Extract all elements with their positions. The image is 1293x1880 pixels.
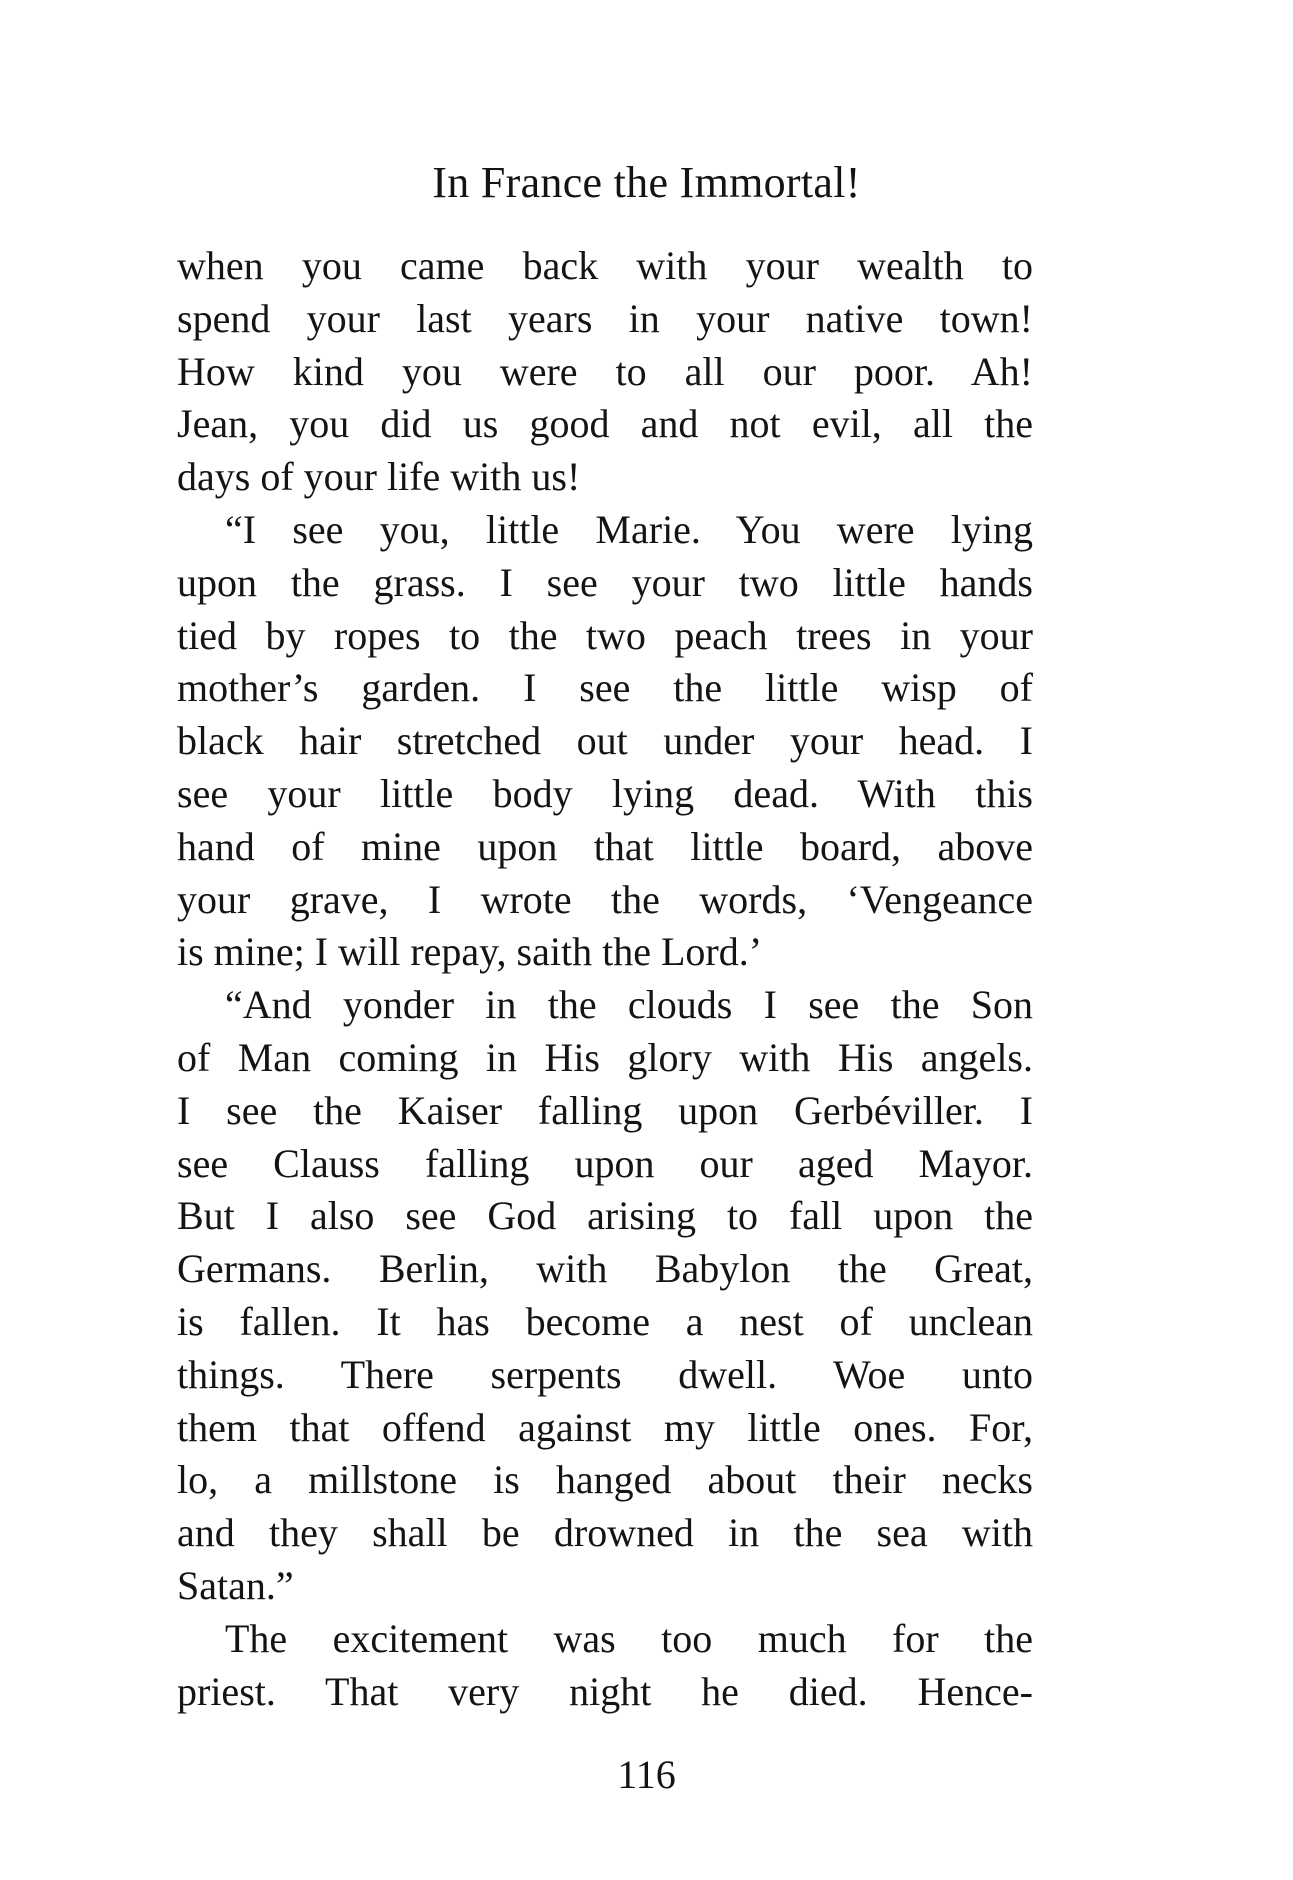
text-line: see Clauss falling upon our aged Mayor. <box>177 1140 1033 1186</box>
body-text <box>177 240 1033 1718</box>
text-line: Germans. Berlin, with Babylon the Great, <box>177 1246 1033 1292</box>
text-line: lo, a millstone is hanged about their necks <box>177 1457 1033 1503</box>
text-line: days of your life with us! <box>177 454 581 500</box>
text-line: How kind you were to all our poor. Ah! <box>177 348 1033 394</box>
text-line: is fallen. It has become a nest of unclean <box>177 1298 1033 1344</box>
text-line: Satan.” <box>177 1562 294 1608</box>
text-line: spend your last years in your native town! <box>177 295 1033 341</box>
text-line: Jean, you did us good and not evil, all the <box>177 401 1033 447</box>
text-line: when you came back with your wealth to <box>177 243 1033 288</box>
text-line: “And yonder in the clouds I see the Son <box>225 982 1033 1028</box>
text-line: your grave, I wrote the words, ‘Vengeance <box>177 876 1033 922</box>
text-line: upon the grass. I see your two little hands <box>177 559 1033 605</box>
text-line: is mine; I will repay, saith the Lord.’ <box>177 929 763 975</box>
text-line: mother’s garden. I see the little wisp of <box>177 665 1033 711</box>
text-line: them that offend against my little ones. For, <box>177 1404 1033 1450</box>
text-line: and they shall be drowned in the sea with <box>177 1510 1033 1556</box>
text-line: hand of mine upon that little board, above <box>177 823 1033 869</box>
text-line: tied by ropes to the two peach trees in your <box>177 612 1033 658</box>
text-line: of Man coming in His glory with His angels. <box>177 1034 1033 1080</box>
running-head: In France the Immortal! <box>432 158 861 207</box>
text-line: “I see you, little Marie. You were lying <box>225 506 1033 552</box>
page-number: 116 <box>617 1752 676 1797</box>
text-line: I see the Kaiser falling upon Gerbéviller. I <box>177 1087 1033 1133</box>
text-line: But I also see God arising to fall upon the <box>177 1193 1033 1239</box>
text-line: things. There serpents dwell. Woe unto <box>177 1351 1033 1397</box>
text-line: black hair stretched out under your head. I <box>177 718 1033 764</box>
text-line: see your little body lying dead. With this <box>177 770 1033 816</box>
text-line: The excitement was too much for the <box>225 1615 1033 1661</box>
text-line: priest. That very night he died. Hence- <box>177 1668 1033 1714</box>
